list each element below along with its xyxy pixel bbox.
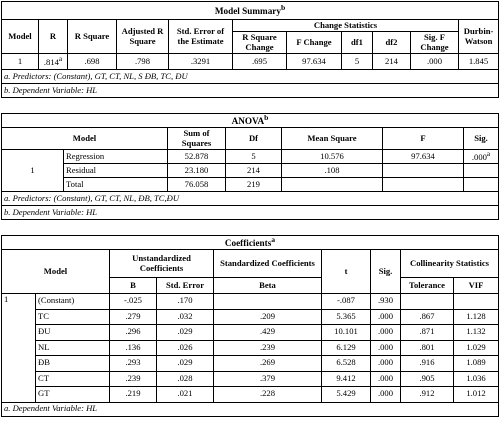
coef-cell-vif (454, 294, 499, 310)
coef-cell-t: 6.129 (322, 340, 371, 356)
coef-cell-std-error: .029 (157, 325, 214, 341)
anova-cell-label: Regression (64, 150, 168, 164)
anova-note-predictors: a. Predictors: (Constant), GT, CT, NL, ĐB, TC,ĐU (2, 192, 499, 206)
coef-cell-beta: .228 (214, 387, 322, 403)
coef-cell-b: .293 (110, 356, 157, 372)
coef-cell-label: ĐB (36, 356, 110, 372)
coef-cell-label: (Constant) (36, 294, 110, 310)
coef-header-vif: VIF (454, 278, 499, 294)
coef-header-standardized: Standardized Coefficients (214, 250, 322, 278)
anova-header-mean-square: Mean Square (282, 128, 383, 150)
model-summary-title-sup: b (280, 3, 286, 13)
coef-cell-tolerance: .801 (401, 340, 454, 356)
anova-cell-sum-squares: 76.058 (168, 178, 226, 192)
coefficients-title (2, 236, 499, 250)
ms-cell-sig-f-change: .000 (411, 54, 459, 70)
coef-cell-b: .136 (110, 340, 157, 356)
ms-cell-r-value: .814 (43, 57, 59, 68)
ms-header-sig-f-change: Sig. F Change (411, 32, 459, 54)
coef-cell-vif: 1.012 (454, 387, 499, 403)
anova-cell-sig-value: .000 (471, 152, 487, 163)
coef-cell-vif: 1.132 (454, 325, 499, 341)
coef-row-ct (2, 371, 499, 387)
anova-cell-mean-square: 10.576 (282, 150, 383, 164)
anova-cell-df: 5 (226, 150, 282, 164)
coef-cell-std-error: .028 (157, 371, 214, 387)
anova-cell-f (383, 164, 464, 178)
coef-cell-b: -.025 (110, 294, 157, 310)
anova-header-sum-squares: Sum of Squares (168, 128, 226, 150)
ms-cell-r-square-change: .695 (233, 54, 287, 70)
anova-cell-mean-square (282, 178, 383, 192)
coef-cell-t: 6.528 (322, 356, 371, 372)
coef-cell-sig: .000 (371, 309, 401, 325)
coef-cell-sig: .000 (371, 387, 401, 403)
ms-cell-durbin-watson: 1.845 (459, 54, 499, 70)
anova-cell-label: Residual (64, 164, 168, 178)
coef-header-sig: Sig. (371, 250, 401, 294)
ms-note-dependent: b. Dependent Variable: HL (2, 84, 499, 98)
coef-cell-t: -.087 (322, 294, 371, 310)
coef-cell-beta: .239 (214, 340, 322, 356)
ms-cell-r-sup: a (58, 55, 63, 64)
coef-cell-tolerance: .867 (401, 309, 454, 325)
coef-cell-std-error: .026 (157, 340, 214, 356)
coef-cell-std-error: .021 (157, 387, 214, 403)
ms-note-predictors: a. Predictors: (Constant), GT, CT, NL, S ĐB, TC, ĐU (2, 70, 499, 84)
coef-cell-sig: .000 (371, 325, 401, 341)
coefficients-title-sup: a (271, 235, 276, 245)
ms-header-std-error: Std. Error of the Estimate (169, 20, 233, 54)
ms-cell-f-change: 97.634 (287, 54, 342, 70)
coef-header-collinearity: Collinearity Statistics (401, 250, 499, 278)
coef-cell-t: 5.365 (322, 309, 371, 325)
coef-cell-beta: .429 (214, 325, 322, 341)
coef-cell-t: 9.412 (322, 371, 371, 387)
coef-cell-tolerance (401, 294, 454, 310)
anova-cell-df: 214 (226, 164, 282, 178)
coef-model-label: 1 (2, 294, 36, 403)
coefficients-table (1, 235, 499, 417)
coef-cell-beta: .209 (214, 309, 322, 325)
anova-model-label: 1 (2, 150, 64, 192)
anova-cell-df: 219 (226, 178, 282, 192)
ms-header-df2: df2 (373, 32, 411, 54)
ms-header-r-square: R Square (68, 20, 117, 54)
ms-header-model: Model (2, 20, 39, 54)
coef-cell-beta: .379 (214, 371, 322, 387)
anova-header-model: Model (2, 128, 168, 150)
anova-header-df: Df (226, 128, 282, 150)
anova-note-dependent: b. Dependent Variable: HL (2, 206, 499, 220)
model-summary-title-text: Model Summary (214, 6, 281, 17)
ms-cell-model: 1 (2, 54, 39, 70)
coef-cell-label: NL (36, 340, 110, 356)
anova-cell-sig (464, 178, 499, 192)
coef-cell-std-error: .170 (157, 294, 214, 310)
coef-cell-std-error: .032 (157, 309, 214, 325)
coef-cell-label: ĐU (36, 325, 110, 341)
anova-cell-f: 97.634 (383, 150, 464, 164)
coef-cell-label: GT (36, 387, 110, 403)
ms-header-adj-r-square: Adjusted R Square (117, 20, 169, 54)
coef-cell-t: 5.429 (322, 387, 371, 403)
coef-cell-tolerance: .916 (401, 356, 454, 372)
anova-cell-sig (464, 150, 499, 164)
ms-cell-df2: 214 (373, 54, 411, 70)
model-summary-title (2, 2, 499, 20)
anova-title-sup: b (264, 113, 269, 123)
ms-header-durbin-watson: Durbin-Watson (459, 20, 499, 54)
anova-title-text: ANOVA (231, 116, 265, 127)
anova-cell-f (383, 178, 464, 192)
ms-cell-r (39, 54, 68, 70)
coef-row-du (2, 325, 499, 341)
coef-row-tc (2, 309, 499, 325)
anova-header-f: F (383, 128, 464, 150)
anova-cell-sig-sup: a (486, 150, 491, 159)
ms-header-change-statistics: Change Statistics (233, 20, 459, 32)
coef-header-unstandardized: Unstandardized Coefficients (110, 250, 214, 278)
coef-cell-b: .239 (110, 371, 157, 387)
anova-cell-sig (464, 164, 499, 178)
coef-cell-b: .279 (110, 309, 157, 325)
coef-cell-vif: 1.029 (454, 340, 499, 356)
coef-cell-label: TC (36, 309, 110, 325)
anova-row-total (2, 178, 499, 192)
coef-cell-sig: .000 (371, 356, 401, 372)
ms-data-row (2, 54, 499, 70)
anova-row-residual (2, 164, 499, 178)
ms-header-f-change: F Change (287, 32, 342, 54)
coef-cell-tolerance: .905 (401, 371, 454, 387)
coef-row-nl (2, 340, 499, 356)
coef-cell-vif: 1.089 (454, 356, 499, 372)
coef-cell-beta (214, 294, 322, 310)
ms-cell-r-square: .698 (68, 54, 117, 70)
coef-cell-vif: 1.036 (454, 371, 499, 387)
coef-note-dependent: a. Dependent Variable: HL (2, 402, 499, 416)
coef-header-t: t (322, 250, 371, 294)
anova-cell-sum-squares: 23.180 (168, 164, 226, 178)
coef-cell-sig: .000 (371, 371, 401, 387)
coef-header-b: B (110, 278, 157, 294)
coef-cell-sig: .000 (371, 340, 401, 356)
ms-header-r-square-change: R Square Change (233, 32, 287, 54)
anova-cell-sum-squares: 52.878 (168, 150, 226, 164)
coef-cell-b: .296 (110, 325, 157, 341)
ms-header-df1: df1 (342, 32, 373, 54)
ms-header-r: R (39, 20, 68, 54)
coef-cell-t: 10.101 (322, 325, 371, 341)
coef-header-std-error: Std. Error (157, 278, 214, 294)
coef-cell-beta: .269 (214, 356, 322, 372)
coef-row-constant (2, 294, 499, 310)
anova-header-sig: Sig. (464, 128, 499, 150)
ms-cell-df1: 5 (342, 54, 373, 70)
coef-header-beta: Beta (214, 278, 322, 294)
anova-cell-mean-square: .108 (282, 164, 383, 178)
coef-header-model: Model (2, 250, 110, 294)
coef-cell-std-error: .029 (157, 356, 214, 372)
coef-cell-label: CT (36, 371, 110, 387)
coef-cell-tolerance: .912 (401, 387, 454, 403)
anova-cell-label: Total (64, 178, 168, 192)
model-summary-table (1, 1, 499, 98)
coef-cell-b: .219 (110, 387, 157, 403)
coefficients-title-text: Coefficients (224, 238, 272, 249)
coef-cell-sig: .930 (371, 294, 401, 310)
coef-row-gt (2, 387, 499, 403)
coef-row-db (2, 356, 499, 372)
ms-cell-adj-r-square: .798 (117, 54, 169, 70)
coef-cell-tolerance: .871 (401, 325, 454, 341)
anova-title (2, 114, 499, 128)
anova-table (1, 113, 499, 220)
coef-header-tolerance: Tolerance (401, 278, 454, 294)
anova-row-regression (2, 150, 499, 164)
coef-cell-vif: 1.128 (454, 309, 499, 325)
ms-cell-std-error: .3291 (169, 54, 233, 70)
